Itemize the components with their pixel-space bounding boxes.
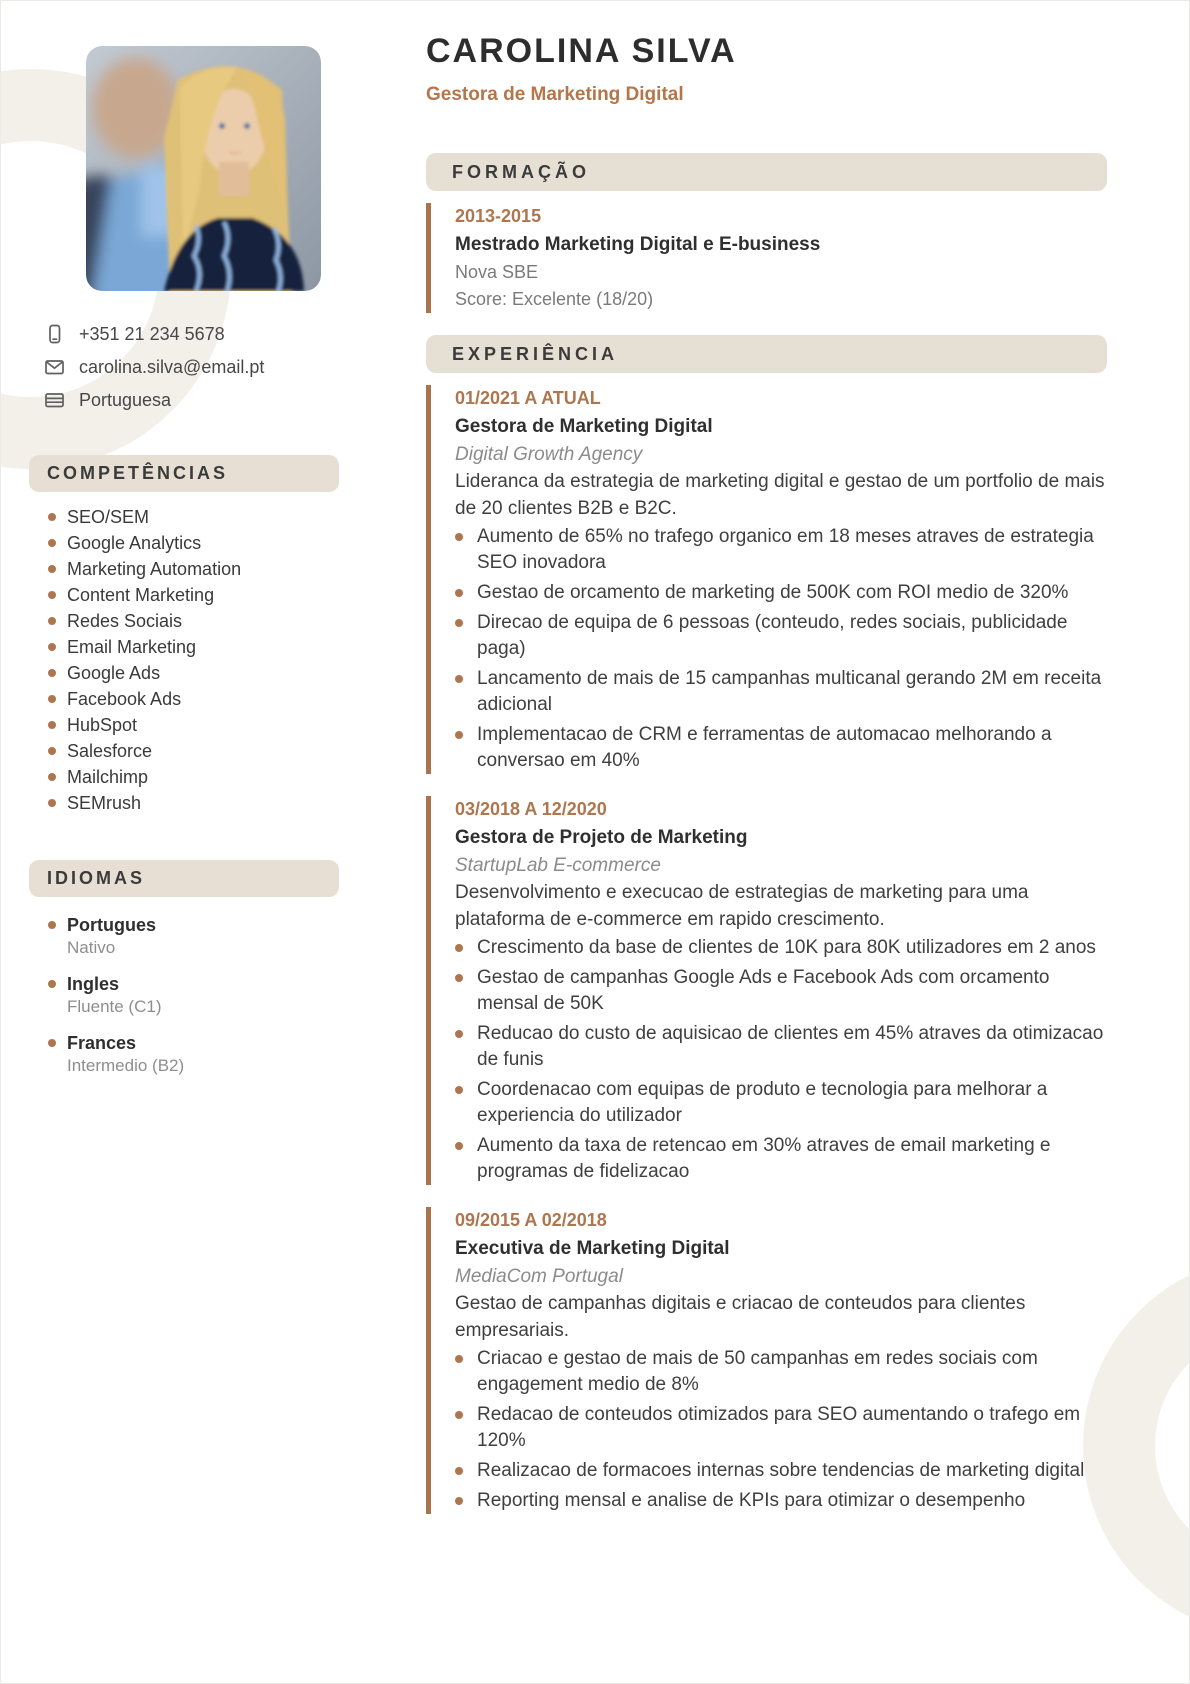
competencias-title: COMPETÊNCIAS — [47, 463, 229, 483]
contact-email: carolina.silva@email.pt — [79, 356, 265, 377]
skill-item — [48, 686, 401, 712]
contact-email-row — [43, 356, 401, 378]
bullet-dot — [455, 1355, 463, 1363]
experience-entry — [426, 1207, 1107, 1514]
bullet-dot — [48, 513, 56, 521]
education-degree: Mestrado Marketing Digital e E-business — [455, 234, 821, 255]
experience-bullet — [455, 935, 1107, 961]
bullet-dot — [48, 539, 56, 547]
language-item — [48, 972, 401, 1018]
education-entry — [426, 203, 1107, 313]
experience-bullets — [455, 1346, 1107, 1514]
bullet-dot — [48, 799, 56, 807]
skill-item — [48, 738, 401, 764]
language-name: Frances — [67, 1033, 137, 1053]
skill-item — [48, 608, 401, 634]
experience-bullets — [455, 524, 1107, 774]
experience-bullet — [455, 610, 1107, 662]
bullet-dot — [48, 643, 56, 651]
contact-nationality-row — [43, 389, 401, 411]
contact-phone: +351 21 234 5678 — [79, 323, 225, 344]
skill-label: Redes Sociais — [67, 611, 183, 631]
experience-bullet — [455, 1402, 1107, 1454]
experience-entry — [426, 796, 1107, 1185]
skill-label: Marketing Automation — [67, 559, 242, 579]
skill-label: Google Analytics — [67, 533, 202, 553]
experience-company: Digital Growth Agency — [455, 444, 643, 465]
skill-item — [48, 530, 401, 556]
skill-label: SEMrush — [67, 793, 142, 813]
skill-label: HubSpot — [67, 715, 138, 735]
experience-bullet — [455, 1133, 1107, 1185]
main-content — [401, 1, 1107, 1683]
education-school: Nova SBE — [455, 262, 539, 282]
experience-date: 03/2018 A 12/2020 — [455, 799, 607, 819]
experience-date: 01/2021 A ATUAL — [455, 388, 601, 408]
experience-summary: Lideranca da estrategia de marketing digital e gestao de um portfolio de mais de 20 clientes B2B e B2C. — [455, 471, 1105, 519]
bullet-dot — [455, 619, 463, 627]
skill-label: Mailchimp — [67, 767, 149, 787]
experience-role: Gestora de Marketing Digital — [455, 416, 713, 437]
skill-item — [48, 582, 401, 608]
bullet-text: Redacao de conteudos otimizados para SEO aumentando o trafego em 120% — [477, 1404, 1081, 1451]
bullet-text: Direcao de equipa de 6 pessoas (conteudo, redes sociais, publicidade paga) — [477, 612, 1068, 659]
idiomas-header — [29, 860, 339, 897]
skill-item — [48, 504, 401, 530]
bullet-text: Crescimento da base de clientes de 10K para 80K utilizadores em 2 anos — [477, 937, 1096, 958]
experience-bullet — [455, 1077, 1107, 1129]
contact-nationality: Portuguesa — [79, 389, 172, 410]
bullet-dot — [455, 731, 463, 739]
experience-role: Gestora de Projeto de Marketing — [455, 827, 748, 848]
experience-bullet — [455, 1346, 1107, 1398]
bullet-dot — [48, 721, 56, 729]
phone-icon — [43, 323, 65, 345]
bullet-dot — [48, 921, 56, 929]
bullet-dot — [455, 1030, 463, 1038]
experience-bullet — [455, 524, 1107, 576]
bullet-dot — [455, 944, 463, 952]
experience-summary: Desenvolvimento e execucao de estrategias de marketing para uma plataforma de e-commerce em rapido crescimento. — [455, 882, 1029, 930]
skill-item — [48, 790, 401, 816]
language-item — [48, 1031, 401, 1077]
experience-bullet — [455, 580, 1107, 606]
bullet-dot — [455, 589, 463, 597]
language-level: Nativo — [67, 938, 116, 957]
bullet-dot — [48, 591, 56, 599]
bullet-dot — [48, 669, 56, 677]
skill-item — [48, 660, 401, 686]
profile-photo-illustration — [86, 46, 321, 291]
bullet-text: Aumento da taxa de retencao em 30% atraves de email marketing e programas de fidelizacao — [477, 1135, 1051, 1182]
language-level: Fluente (C1) — [67, 997, 162, 1016]
bullet-dot — [48, 773, 56, 781]
bullet-dot — [455, 533, 463, 541]
bullet-text: Criacao e gestao de mais de 50 campanhas em redes sociais com engagement medio de 8% — [477, 1348, 1038, 1395]
bullet-text: Coordenacao com equipas de produto e tecnologia para melhorar a experiencia do utilizador — [477, 1079, 1048, 1126]
idiomas-title: IDIOMAS — [47, 868, 146, 888]
job-title: Gestora de Marketing Digital — [426, 84, 684, 105]
formacao-title: FORMAÇÃO — [452, 161, 590, 182]
skill-label: Google Ads — [67, 663, 161, 683]
experience-bullet — [455, 1021, 1107, 1073]
language-level: Intermedio (B2) — [67, 1056, 185, 1075]
profile-photo — [86, 46, 321, 291]
contact-phone-row — [43, 323, 401, 345]
bullet-text: Reducao do custo de aquisicao de clientes em 45% atraves da otimizacao de funis — [477, 1023, 1104, 1070]
skill-item — [48, 764, 401, 790]
skills-list — [48, 504, 401, 816]
experiencia-header — [426, 335, 1107, 373]
bullet-text: Realizacao de formacoes internas sobre tendencias de marketing digital — [477, 1460, 1085, 1481]
experience-summary: Gestao de campanhas digitais e criacao de conteudos para clientes empresariais. — [455, 1293, 1026, 1341]
bullet-text: Gestao de orcamento de marketing de 500K com ROI medio de 320% — [477, 582, 1069, 603]
sidebar — [1, 1, 401, 1683]
experience-bullet — [455, 722, 1107, 774]
experience-bullets — [455, 935, 1107, 1185]
competencias-header — [29, 455, 339, 492]
formacao-header — [426, 153, 1107, 191]
bullet-dot — [455, 1142, 463, 1150]
bullet-dot — [48, 565, 56, 573]
skill-label: Content Marketing — [67, 585, 215, 605]
skill-label: Email Marketing — [67, 637, 197, 657]
language-item — [48, 913, 401, 959]
experiencia-title: EXPERIÊNCIA — [452, 343, 619, 364]
bullet-text: Aumento de 65% no trafego organico em 18 meses atraves de estrategia SEO inovadora — [477, 526, 1094, 573]
contact-list — [43, 323, 401, 411]
bullet-dot — [455, 1467, 463, 1475]
bullet-text: Gestao de campanhas Google Ads e Facebook Ads com orcamento mensal de 50K — [477, 967, 1050, 1014]
page-title: CAROLINA SILVA — [426, 32, 737, 70]
bullet-dot — [455, 675, 463, 683]
language-name: Portugues — [67, 915, 157, 935]
bullet-text: Implementacao de CRM e ferramentas de automacao melhorando a conversao em 40% — [477, 724, 1052, 771]
experience-bullet — [455, 1488, 1107, 1514]
experience-date: 09/2015 A 02/2018 — [455, 1210, 607, 1230]
bullet-dot — [48, 747, 56, 755]
experience-bullet — [455, 965, 1107, 1017]
education-date: 2013-2015 — [455, 206, 542, 226]
bullet-dot — [455, 1497, 463, 1505]
skill-item — [48, 634, 401, 660]
bullet-dot — [48, 1039, 56, 1047]
experience-bullet — [455, 666, 1107, 718]
bullet-dot — [48, 980, 56, 988]
experience-bullet — [455, 1458, 1107, 1484]
skill-label: Facebook Ads — [67, 689, 182, 709]
skill-label: SEO/SEM — [67, 507, 150, 527]
bullet-dot — [48, 695, 56, 703]
bullet-dot — [48, 617, 56, 625]
skill-label: Salesforce — [67, 741, 153, 761]
language-name: Ingles — [67, 974, 120, 994]
skill-item — [48, 712, 401, 738]
experience-entry — [426, 385, 1107, 774]
bullet-dot — [455, 974, 463, 982]
id-card-icon — [43, 389, 65, 411]
education-score: Score: Excelente (18/20) — [455, 289, 654, 309]
mail-icon — [43, 356, 65, 378]
skill-item — [48, 556, 401, 582]
bullet-dot — [455, 1411, 463, 1419]
bullet-text: Lancamento de mais de 15 campanhas multicanal gerando 2M em receita adicional — [477, 668, 1102, 715]
experience-role: Executiva de Marketing Digital — [455, 1238, 730, 1259]
bullet-dot — [455, 1086, 463, 1094]
experience-company: StartupLab E-commerce — [455, 855, 661, 876]
experience-company: MediaCom Portugal — [455, 1266, 623, 1287]
languages-list — [48, 913, 401, 1077]
bullet-text: Reporting mensal e analise de KPIs para otimizar o desempenho — [477, 1490, 1026, 1511]
